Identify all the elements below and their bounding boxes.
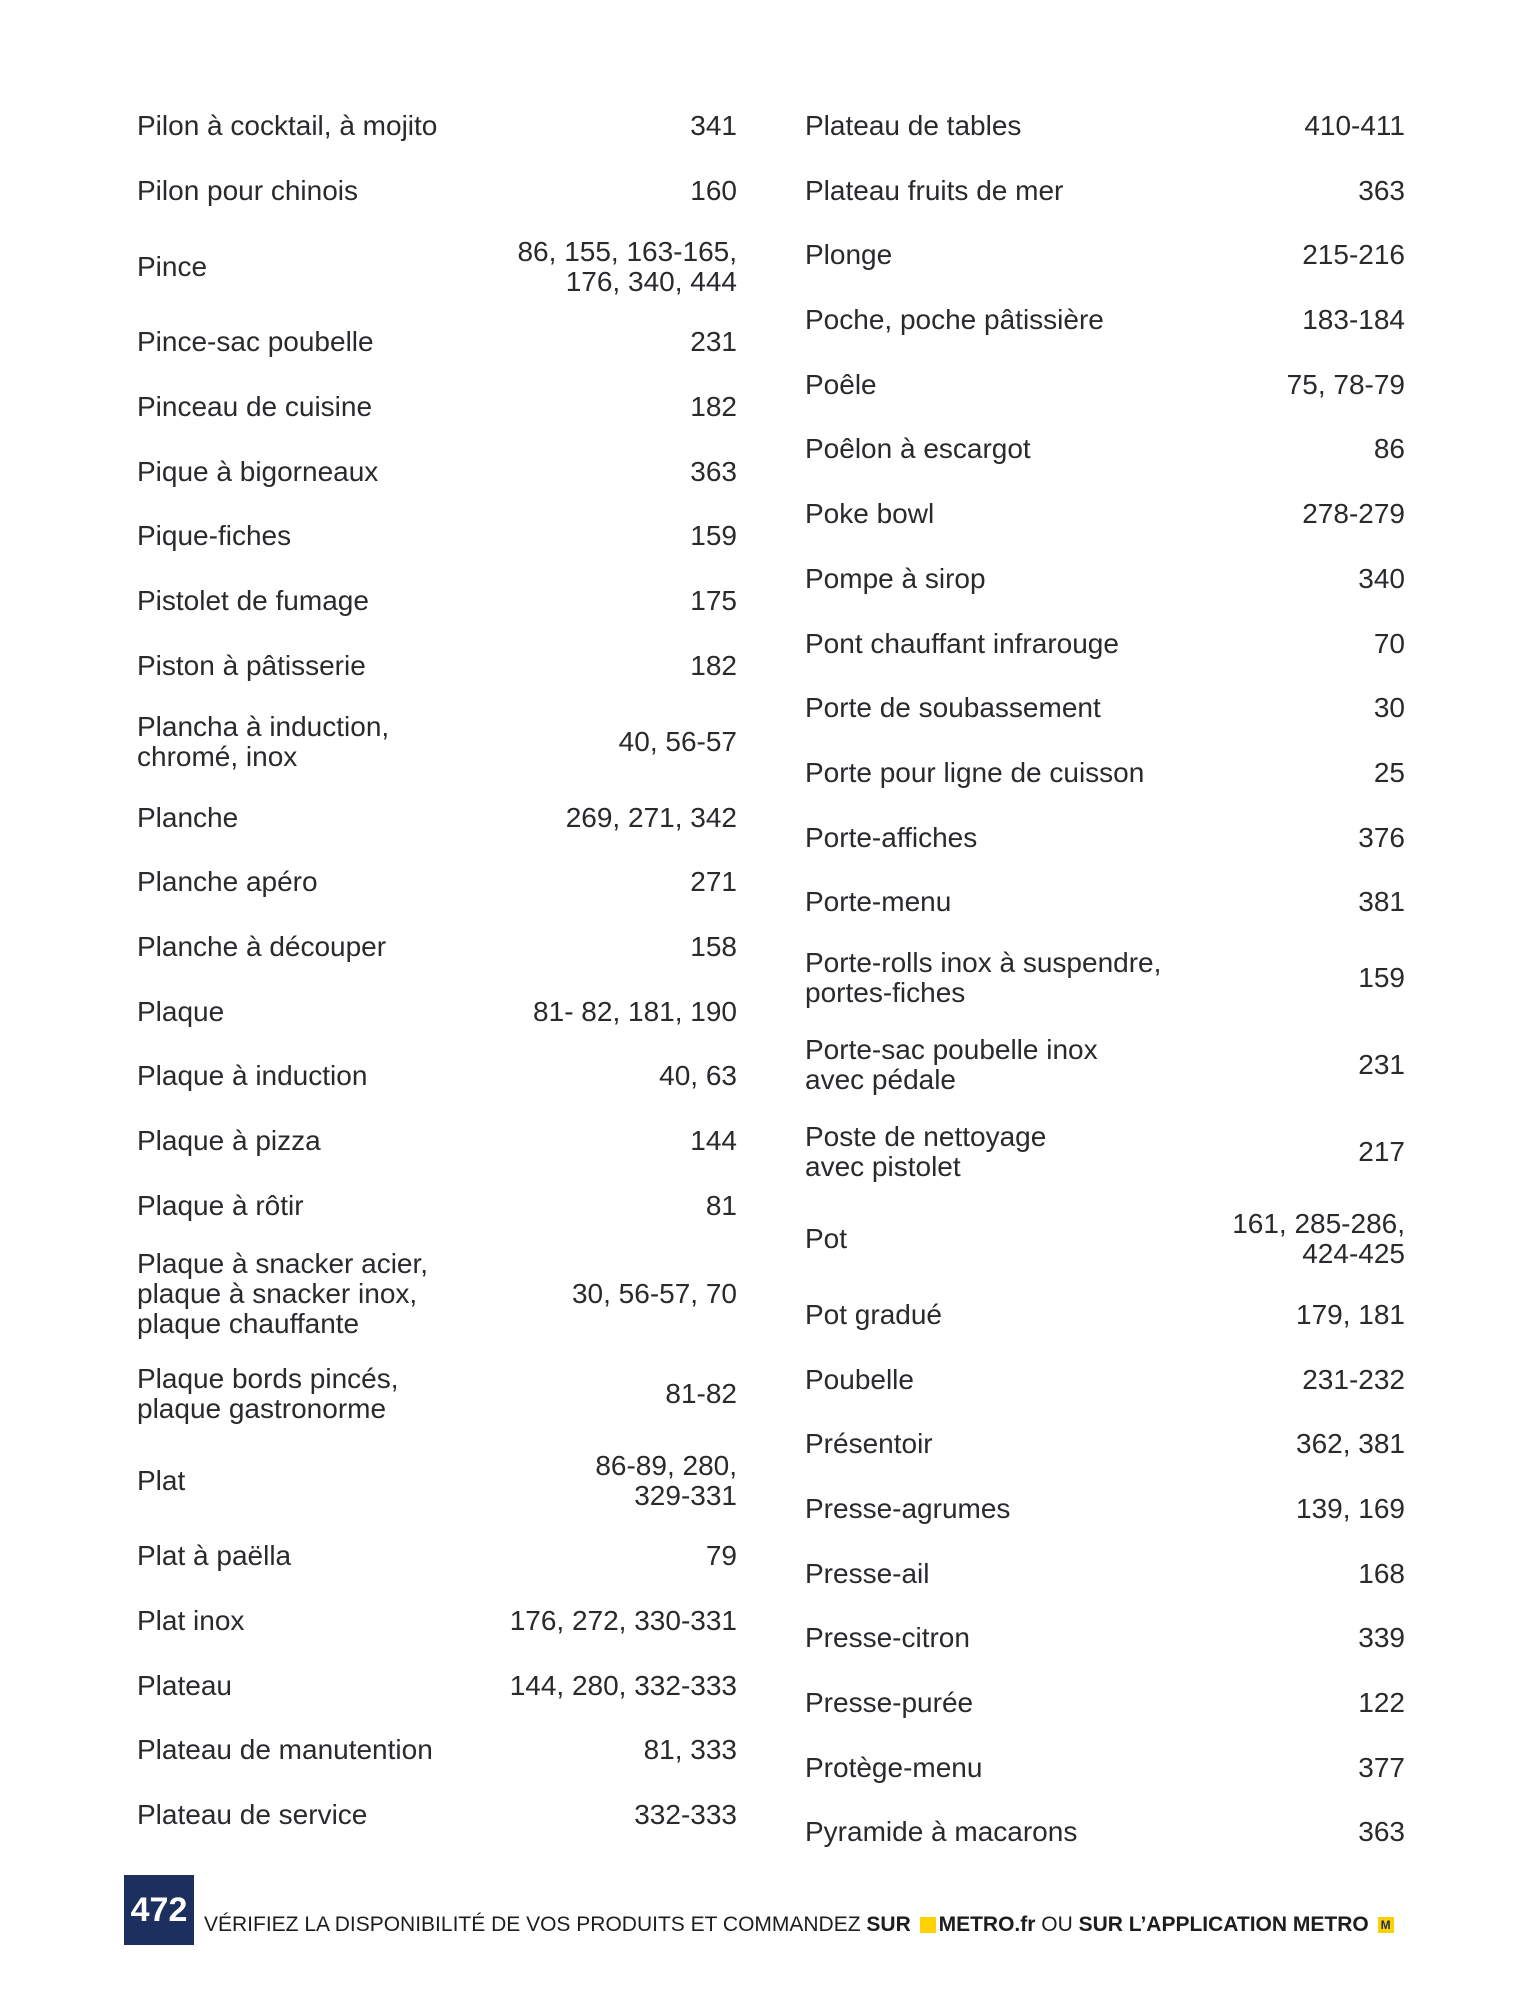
index-pages: 81- 82, 181, 190 [533, 995, 737, 1027]
index-term: Pique à bigorneaux [137, 455, 379, 487]
index-pages: 377 [1358, 1751, 1405, 1783]
footer-text [204, 1913, 1397, 1937]
index-entry [805, 553, 1405, 605]
index-pages: 161, 285-286, 424-425 [1232, 1208, 1405, 1270]
index-term: Plaque [137, 995, 225, 1027]
index-pages: 30 [1373, 692, 1405, 724]
index-term: Porte-rolls inox à suspendre, portes-fiches [805, 947, 1162, 1009]
index-pages: 339 [1358, 1622, 1405, 1654]
index-term: Pique-fiches [137, 520, 292, 552]
index-term: Plat à paëlla [137, 1540, 292, 1572]
footer-site-link[interactable]: METRO.fr [938, 1913, 1036, 1936]
index-entry [805, 423, 1405, 475]
index-term: Poke bowl [805, 498, 935, 530]
index-term: Presse-citron [805, 1622, 970, 1654]
index-term: Porte pour ligne de cuisson [805, 756, 1145, 788]
index-entry [137, 856, 737, 908]
index-pages: 271 [690, 866, 737, 898]
page-footer [124, 1875, 1424, 1945]
index-term: Protège-menu [805, 1751, 983, 1783]
index-pages: 340 [1358, 562, 1405, 594]
index-pages: 144, 280, 332-333 [509, 1669, 737, 1701]
index-entry [137, 381, 737, 433]
index-term: Pont chauffant infrarouge [805, 627, 1119, 659]
index-pages: 122 [1358, 1687, 1405, 1719]
index-entry [137, 1660, 737, 1712]
footer-text-normal: VÉRIFIEZ LA DISPONIBILITÉ DE VOS PRODUITS ET COMMANDEZ [204, 1913, 861, 1936]
page-number: 472 [124, 1875, 194, 1945]
index-pages: 363 [1358, 1816, 1405, 1848]
index-term: Plateau de manutention [137, 1734, 433, 1766]
index-pages: 179, 181 [1296, 1298, 1405, 1330]
index-pages: 159 [690, 520, 737, 552]
index-entry [137, 1789, 737, 1841]
footer-ou: OU [1041, 1913, 1073, 1936]
index-entry [137, 705, 737, 780]
index-term: Presse-agrumes [805, 1493, 1011, 1524]
index-pages: 183-184 [1302, 304, 1405, 336]
index-term: Pot gradué [805, 1298, 942, 1330]
index-entry [805, 1742, 1405, 1794]
index-entry [137, 792, 737, 844]
index-pages: 86, 155, 163-165, 176, 340, 444 [517, 235, 737, 297]
index-entry [137, 1443, 737, 1518]
index-term: Plateau de tables [805, 110, 1022, 141]
index-term: Pince [137, 250, 208, 282]
index-pages: 30, 56-57, 70 [571, 1278, 737, 1310]
index-entry [805, 682, 1405, 734]
index-term: Porte-affiches [805, 821, 978, 853]
index-entry [137, 640, 737, 692]
index-entry [805, 876, 1405, 928]
index-term: Plancha à induction, chromé, inox [137, 711, 390, 772]
index-term: Plaque bords pincés, plaque gastronorme [137, 1362, 399, 1424]
footer-app-text: SUR L’APPLICATION METRO [1078, 1913, 1369, 1936]
index-pages: 175 [690, 585, 737, 617]
index-entry [805, 1354, 1405, 1406]
index-column-left [137, 100, 737, 1854]
index-pages: 81, 333 [643, 1734, 737, 1766]
index-term: Plonge [805, 239, 893, 271]
index-pages: 217 [1358, 1136, 1405, 1168]
index-entry [137, 1595, 737, 1647]
index-entry [805, 100, 1405, 152]
index-pages: 363 [1358, 174, 1405, 206]
index-term: Plateau [137, 1669, 232, 1701]
index-entry [137, 165, 737, 217]
index-term: Plat inox [137, 1605, 245, 1636]
index-term: Porte-menu [805, 886, 952, 918]
index-pages: 269, 271, 342 [565, 801, 737, 833]
index-term: Planche à découper [137, 930, 387, 962]
index-entry [805, 618, 1405, 670]
index-entry [137, 316, 737, 368]
index-entry [137, 1180, 737, 1232]
index-pages: 215-216 [1302, 239, 1405, 271]
index-entry [137, 1115, 737, 1167]
index-pages: 231 [1358, 1049, 1405, 1081]
index-entry [137, 1724, 737, 1776]
index-entry [805, 1028, 1405, 1103]
index-pages: 231-232 [1302, 1363, 1405, 1395]
index-term: Presse-purée [805, 1687, 974, 1719]
index-term: Poubelle [805, 1363, 914, 1395]
index-term: Planche [137, 801, 239, 833]
index-entry [137, 229, 737, 304]
index-pages: 182 [690, 649, 737, 681]
index-pages: 25 [1373, 756, 1405, 788]
index-term: Porte-sac poubelle inox avec pédale [805, 1034, 1098, 1096]
index-entry [137, 1244, 737, 1344]
index-term: Pilon pour chinois [137, 174, 359, 206]
index-entry [805, 488, 1405, 540]
index-entry [137, 1530, 737, 1582]
index-entry [137, 1356, 737, 1431]
index-term: Présentoir [805, 1428, 933, 1460]
metro-app-logo-icon: M [1378, 1917, 1394, 1933]
index-pages: 332-333 [634, 1799, 737, 1831]
index-entry [805, 1289, 1405, 1341]
index-pages: 381 [1358, 886, 1405, 918]
index-term: Plaque à rôtir [137, 1189, 304, 1221]
index-pages: 363 [690, 455, 737, 487]
index-pages: 278-279 [1302, 498, 1405, 530]
index-pages: 159 [1358, 962, 1405, 994]
index-pages: 410-411 [1304, 110, 1405, 141]
index-entry [805, 1115, 1405, 1190]
index-pages: 70 [1373, 627, 1405, 659]
index-entry [137, 510, 737, 562]
index-entry [805, 1202, 1405, 1277]
index-term: Porte de soubassement [805, 692, 1101, 724]
index-pages: 75, 78-79 [1286, 368, 1405, 400]
index-term: Plat [137, 1464, 186, 1496]
index-pages: 139, 169 [1296, 1493, 1405, 1524]
index-column-right [805, 100, 1405, 1871]
index-entry [805, 229, 1405, 281]
index-term: Plateau de service [137, 1799, 368, 1831]
index-entry [805, 294, 1405, 346]
index-entry [805, 1548, 1405, 1600]
index-pages: 376 [1358, 821, 1405, 853]
index-term: Poêle [805, 368, 877, 400]
index-pages: 144 [690, 1124, 737, 1156]
index-pages: 81 [705, 1189, 737, 1221]
index-pages: 40, 63 [659, 1060, 737, 1092]
index-term: Piston à pâtisserie [137, 649, 366, 681]
index-term: Plaque à pizza [137, 1124, 321, 1156]
index-term: Pompe à sirop [805, 562, 986, 594]
index-entry [137, 921, 737, 973]
index-term: Presse-ail [805, 1557, 930, 1589]
index-pages: 168 [1358, 1557, 1405, 1589]
index-term: Poêlon à escargot [805, 433, 1031, 465]
index-term: Poche, poche pâtissière [805, 304, 1104, 336]
index-entry [805, 1612, 1405, 1664]
index-term: Pince-sac poubelle [137, 326, 374, 358]
index-entry [805, 941, 1405, 1016]
index-term: Poste de nettoyage avec pistolet [805, 1121, 1047, 1183]
index-pages: 231 [690, 326, 737, 358]
metro-logo-icon [920, 1917, 936, 1933]
index-pages: 341 [690, 110, 737, 141]
index-entry [137, 986, 737, 1038]
index-entry [805, 1483, 1405, 1535]
index-entry [137, 1050, 737, 1102]
index-pages: 86 [1373, 433, 1405, 465]
index-entry [805, 165, 1405, 217]
index-entry [805, 359, 1405, 411]
index-pages: 86-89, 280, 329-331 [595, 1449, 737, 1511]
index-term: Pot [805, 1223, 848, 1255]
index-pages: 81-82 [665, 1377, 737, 1409]
index-entry [137, 100, 737, 152]
index-entry [137, 575, 737, 627]
index-pages: 79 [705, 1540, 737, 1572]
index-pages: 40, 56-57 [618, 726, 737, 757]
index-pages: 182 [690, 391, 737, 423]
index-term: Plateau fruits de mer [805, 174, 1064, 206]
index-term: Pinceau de cuisine [137, 391, 373, 423]
index-entry [805, 1677, 1405, 1729]
index-entry [805, 1418, 1405, 1470]
index-term: Plaque à induction [137, 1060, 368, 1092]
index-term: Pistolet de fumage [137, 585, 369, 617]
index-entry [805, 747, 1405, 799]
index-pages: 160 [690, 174, 737, 206]
index-term: Plaque à snacker acier, plaque à snacker inox, plaque chauffante [137, 1248, 429, 1340]
index-pages: 176, 272, 330-331 [509, 1605, 737, 1636]
index-pages: 158 [690, 930, 737, 962]
index-entry [805, 1806, 1405, 1858]
index-term: Planche apéro [137, 866, 318, 898]
index-term: Pyramide à macarons [805, 1816, 1078, 1848]
index-pages: 362, 381 [1296, 1428, 1405, 1460]
footer-sur: SUR [866, 1913, 911, 1936]
index-entry [137, 446, 737, 498]
index-entry [805, 812, 1405, 864]
index-term: Pilon à cocktail, à mojito [137, 110, 438, 141]
